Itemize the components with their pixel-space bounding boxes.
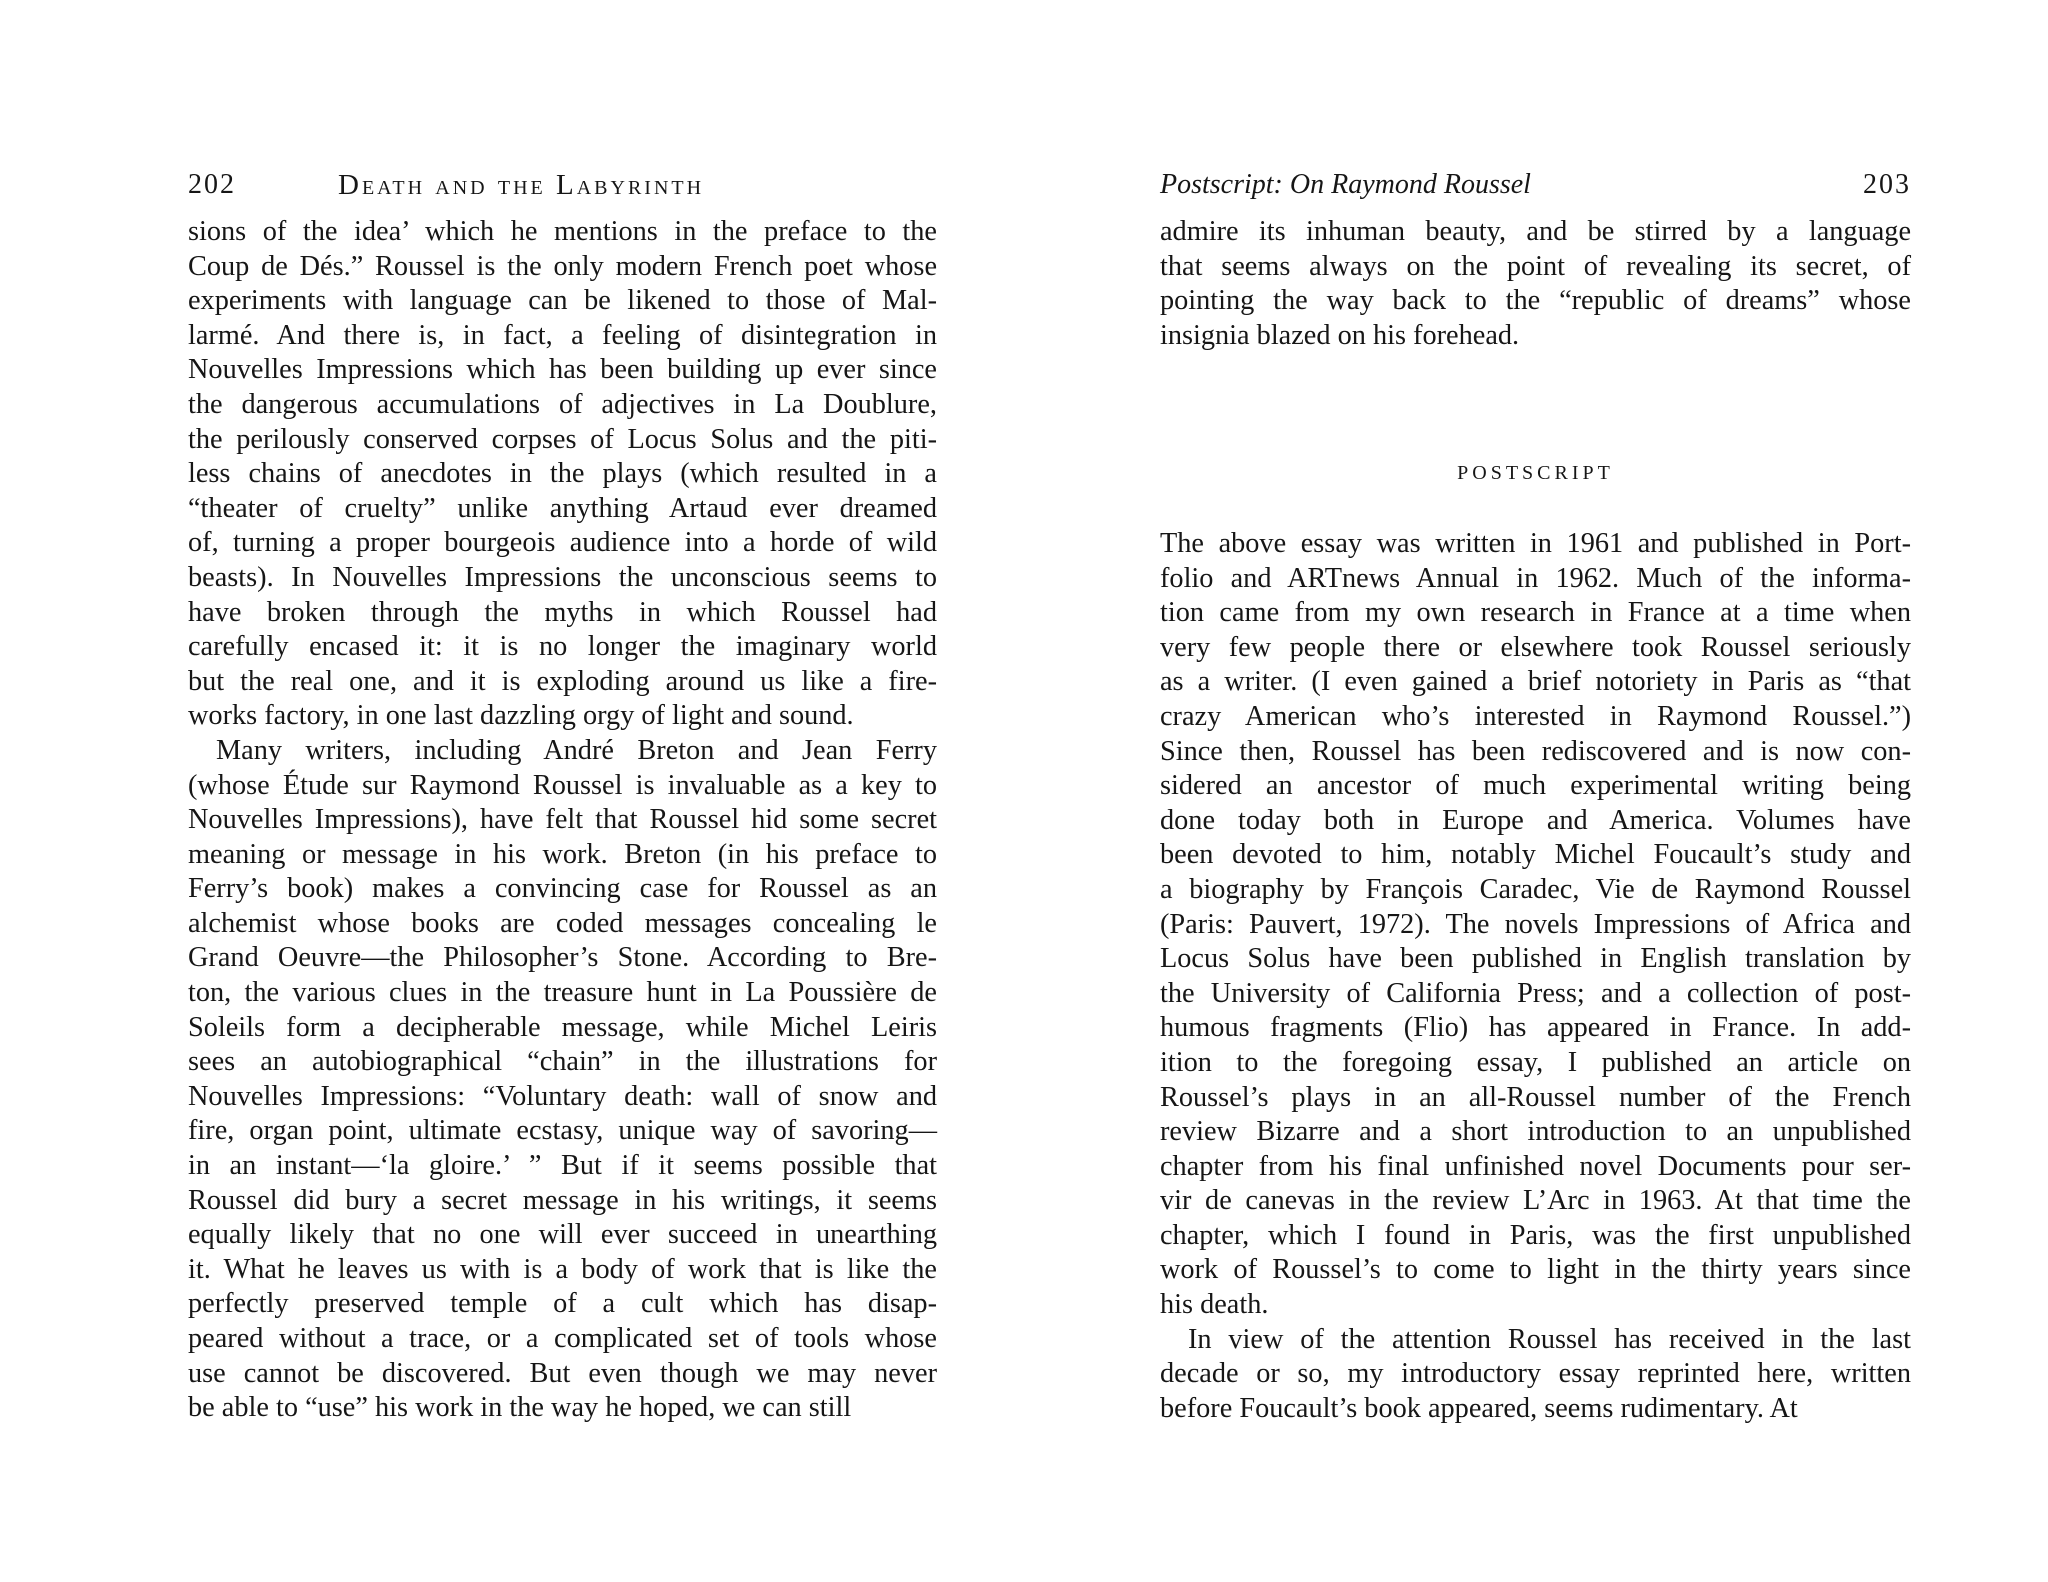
text-line: (whose Étude sur Raymond Roussel is invaluable as a key to (188, 769, 937, 801)
text-line: beasts). In Nouvelles Impressions the unconscious seems to (188, 561, 937, 593)
text-line: the University of California Press; and a collection of post- (1160, 977, 1911, 1009)
text-line: folio and ARTnews Annual in 1962. Much of the informa- (1160, 562, 1911, 594)
text-line: Many writers, including André Breton and Jean Ferry (216, 734, 937, 766)
text-line: sions of the idea’ which he mentions in the preface to the (188, 216, 937, 247)
text-line: vir de canevas in the review L’Arc in 1963. At that time the (1160, 1185, 1911, 1217)
text-line: larmé. And there is, in fact, a feeling of disintegration in (188, 319, 937, 351)
text-line: equally likely that no one will ever succeed in unearthing (188, 1219, 937, 1251)
text-line: work of Roussel’s to come to light in the thirty years since (1160, 1254, 1911, 1286)
text-line: Nouvelles Impressions: “Voluntary death: wall of snow and (188, 1080, 937, 1112)
text-line: have broken through the myths in which Roussel had (188, 596, 937, 628)
text-line: pointing the way back to the “republic of dreams” whose (1160, 285, 1911, 317)
text-line: Roussel did bury a secret message in his writings, it seems (188, 1184, 937, 1216)
text-line: use cannot be discovered. But even though we may never (188, 1357, 937, 1389)
text-line: review Bizarre and a short introduction to an unpublished (1160, 1116, 1911, 1148)
text-line: fire, organ point, ultimate ecstasy, unique way of savoring— (188, 1115, 937, 1147)
text-line: it. What he leaves us with is a body of work that is like the (188, 1253, 937, 1285)
text-line: Nouvelles Impressions), have felt that Roussel hid some secret (188, 804, 937, 836)
postscript-text (1160, 527, 1911, 1426)
text-line: a biography by François Caradec, Vie de Raymond Roussel (1160, 873, 1911, 905)
text-line: in an instant—‘la gloire.’ ” But if it seems possible that (188, 1150, 937, 1182)
text-line: ition to the foregoing essay, I published an article on (1160, 1046, 1911, 1078)
text-line: that seems always on the point of revealing its secret, of (1160, 250, 1911, 282)
text-line: less chains of anecdotes in the plays (which resulted in a (188, 458, 937, 490)
text-line: but the real one, and it is exploding around us like a fire- (188, 665, 937, 697)
text-line: “theater of cruelty” unlike anything Artaud ever dreamed (188, 492, 937, 524)
text-line: crazy American who’s interested in Raymond Roussel.”) (1160, 700, 1911, 732)
running-head (188, 165, 937, 205)
text-line: experiments with language can be likened to those of Mal- (188, 285, 937, 317)
text-line: humous fragments (Flio) has appeared in France. In add- (1160, 1012, 1911, 1044)
text-line: The above essay was written in 1961 and published in Port- (1160, 528, 1911, 559)
running-head-title: Death and the Labyrinth (338, 169, 705, 201)
text-line: sees an autobiographical “chain” in the illustrations for (188, 1046, 937, 1078)
text-line: Grand Oeuvre—the Philosopher’s Stone. According to Bre- (188, 942, 937, 974)
running-head (1160, 165, 1911, 205)
text-line: Soleils form a decipherable message, while Michel Leiris (188, 1011, 937, 1043)
text-line: Roussel’s plays in an all-Roussel number of the French (1160, 1081, 1911, 1113)
text-line: works factory, in one last dazzling orgy of light and sound. (188, 700, 854, 732)
text-line: his death. (1160, 1289, 1269, 1321)
text-line: before Foucault’s book appeared, seems rudimentary. At (1160, 1392, 1798, 1424)
text-line: admire its inhuman beauty, and be stirred by a language (1160, 216, 1911, 247)
text-line: (Paris: Pauvert, 1972). The novels Impressions of Africa and (1160, 908, 1911, 940)
text-line: the perilously conserved corpses of Locus Solus and the piti- (188, 423, 937, 455)
body-text (188, 215, 937, 1426)
text-line: very few people there or elsewhere took Roussel seriously (1160, 631, 1911, 663)
text-line: peared without a trace, or a complicated set of tools whose (188, 1323, 937, 1354)
text-line: ton, the various clues in the treasure hunt in La Poussière de (188, 977, 937, 1009)
text-line: chapter, which I found in Paris, was the first unpublished (1160, 1219, 1911, 1251)
text-line: as a writer. (I even gained a brief notoriety in Paris as “that (1160, 666, 1911, 698)
text-line: Since then, Roussel has been rediscovered and is now con- (1160, 735, 1911, 767)
text-line: Ferry’s book) makes a convincing case for Roussel as an (188, 873, 937, 905)
text-line: sidered an ancestor of much experimental writing being (1160, 770, 1911, 802)
text-line: Coup de Dés.” Roussel is the only modern French poet whose (188, 250, 937, 282)
text-line: of, turning a proper bourgeois audience into a horde of wild (188, 527, 937, 559)
text-line: done today both in Europe and America. Volumes have (1160, 804, 1911, 836)
text-line: perfectly preserved temple of a cult which has disap- (188, 1288, 937, 1320)
body-text (1160, 215, 1911, 353)
text-line: the dangerous accumulations of adjectives in La Doublure, (188, 388, 937, 420)
text-line: carefully encased it: it is no longer the imaginary world (188, 631, 937, 663)
text-line: been devoted to him, notably Michel Foucault’s study and (1160, 839, 1911, 871)
text-line: Nouvelles Impressions which has been building up ever since (188, 354, 937, 386)
text-line: meaning or message in his work. Breton (in his preface to (188, 838, 937, 870)
text-line: alchemist whose books are coded messages concealing le (188, 907, 937, 939)
section-heading: POSTSCRIPT (1457, 462, 1614, 484)
text-line: be able to “use” his work in the way he hoped, we can still (188, 1392, 852, 1424)
text-line: insignia blazed on his forehead. (1160, 319, 1520, 351)
page-number: 203 (1863, 169, 1911, 200)
text-line: In view of the attention Roussel has received in the last (1188, 1323, 1911, 1355)
text-line: Locus Solus have been published in English translation by (1160, 943, 1911, 975)
text-line: chapter from his final unfinished novel Documents pour ser- (1160, 1150, 1911, 1182)
text-line: tion came from my own research in France at a time when (1160, 597, 1911, 629)
running-head-title: Postscript: On Raymond Roussel (1160, 169, 1531, 200)
text-line: decade or so, my introductory essay reprinted here, written (1160, 1358, 1911, 1390)
page-number: 202 (188, 169, 236, 200)
